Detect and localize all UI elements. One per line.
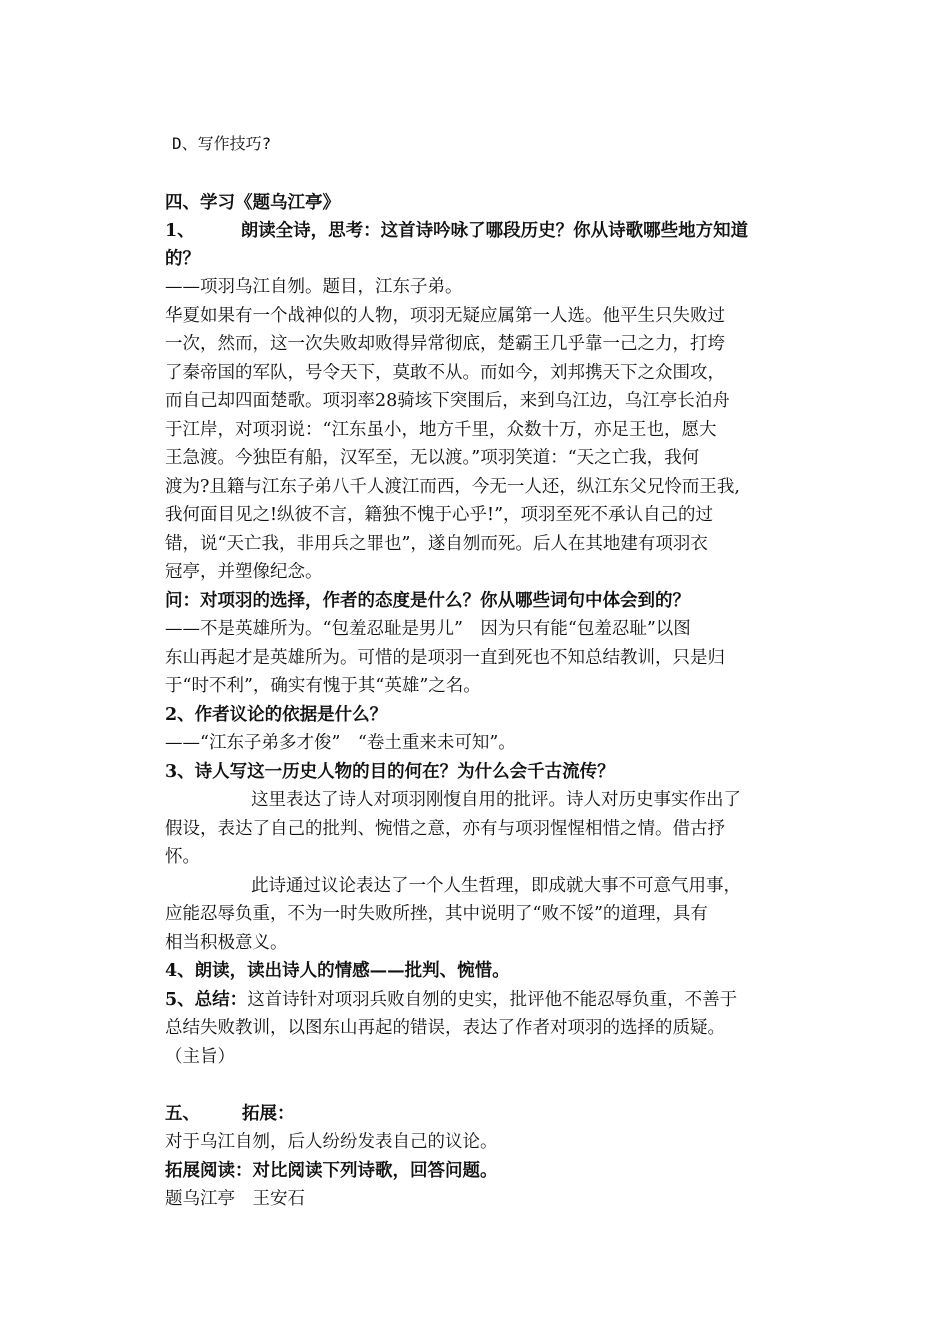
question-2: 2、作者议论的依据是什么？ [165,705,388,725]
summary-line: （主旨） [165,1047,235,1067]
answer-attitude-line: 东山再起才是英雄所为。可惜的是项羽一直到死也不知总结教训，只是归 [165,648,725,668]
paragraph-line: 我何面目见之!纵彼不言，籍独不愧于心乎!”，项羽至死不承认自己的过 [165,505,714,525]
paragraph-line: 了秦帝国的军队，号令天下，莫敢不从。而如今，刘邦携天下之众围攻， [165,363,725,383]
paragraph-line: 错，说“天亡我，非用兵之罪也”，遂自刎而死。后人在其地建有项羽衣 [165,534,708,554]
paragraph-line: 于江岸，对项羽说：“江东虽小，地方千里，众数十万，亦足王也，愿大 [165,420,717,440]
paragraph-line: 王急渡。今独臣有船，汉军至，无以渡。”项羽笑道：“天之亡我，我何 [165,448,700,468]
answer-3b-line: 此诗通过议论表达了一个人生哲理，即成就大事不可意气用事， [251,876,741,896]
answer-3b-line: 应能忍辱负重，不为一时失败所挫，其中说明了“败不馁”的道理，具有 [165,904,708,924]
question-5-label: 5、总结： [165,990,248,1010]
summary-line: 总结失败教训，以图东山再起的错误，表达了作者对项羽的选择的质疑。 [165,1018,725,1038]
answer-attitude-line: ——不是英雄所为。“包羞忍耻是男儿” 因为只有能“包羞忍耻”以图 [165,619,691,639]
option-d: D、写作技巧? [172,134,272,153]
answer-3a-line: 怀。 [165,847,200,867]
paragraph-line: 一次，然而，这一次失败却败得异常彻底，楚霸王几乎靠一己之力，打垮 [165,334,725,354]
question-1 [165,217,805,246]
section-5-paragraph: 对于乌江自刎，后人纷纷发表自己的议论。 [165,1132,498,1152]
section-5-number: 五、 [165,1104,200,1124]
question-1-text: 朗读全诗，思考：这首诗吟咏了哪段历史？你从诗歌哪些地方知道 [240,221,749,241]
answer-1: ——项羽乌江自刎。题目，江东子弟。 [165,277,463,297]
poem-title: 题乌江亭 王安石 [165,1189,305,1209]
section-4-heading: 四、学习《题乌江亭》 [165,193,340,213]
paragraph-line: 冠亭，并塑像纪念。 [165,562,323,582]
extended-reading-question: 拓展阅读：对比阅读下列诗歌，回答问题。 [165,1161,498,1181]
question-3: 3、诗人写这一历史人物的目的何在？为什么会千古流传？ [165,762,615,782]
question-5-text: 这首诗针对项羽兵败自刎的史实，批评他不能忍辱负重，不善于 [247,990,738,1010]
answer-3a-line: 这里表达了诗人对项羽刚愎自用的批评。诗人对历史事实作出了 [251,790,741,810]
paragraph-line: 而自己却四面楚歌。项羽率28骑垓下突围后，来到乌江边，乌江亭长泊舟 [165,391,730,411]
answer-attitude-line: 于“时不利”，确实有愧于其“英雄”之名。 [165,676,481,696]
answer-3a-line: 假设，表达了自己的批判、惋惜之意，亦有与项羽惺惺相惜之情。借古抒 [165,819,725,839]
answer-3b-line: 相当积极意义。 [165,933,288,953]
paragraph-line: 渡为?且籍与江东子弟八千人渡江而西，今无一人还，纵江东父兄怜而王我, [165,477,740,497]
question-4: 4、朗读，读出诗人的情感——批判、惋惜。 [165,961,510,981]
paragraph-line: 华夏如果有一个战神似的人物，项羽无疑应属第一人选。他平生只失败过 [165,306,725,326]
question-1-cont: 的？ [165,249,200,269]
question-1-number: 1、 [165,221,195,241]
question-5 [165,986,805,1015]
answer-2: ——“江东子弟多才俊” “卷土重来未可知”。 [165,733,516,753]
section-5-title: 拓展： [242,1104,295,1124]
question-attitude: 问：对项羽的选择，作者的态度是什么？你从哪些词句中体会到的？ [165,591,690,611]
section-5-heading [165,1100,805,1129]
